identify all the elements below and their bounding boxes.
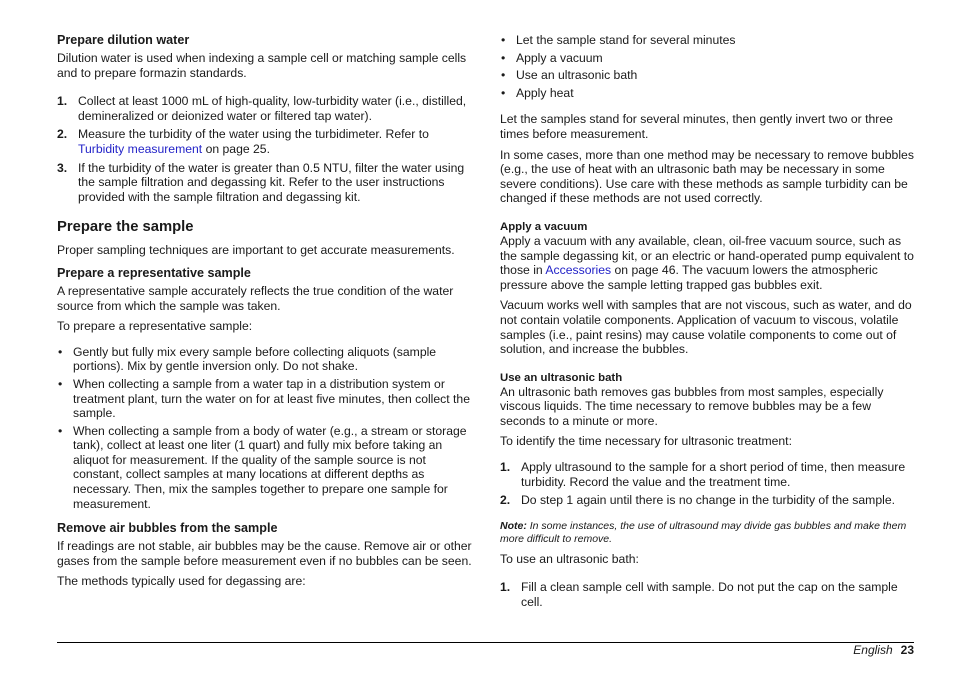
- bullet-icon: •: [58, 376, 63, 391]
- heading-ultrasonic-bath: Use an ultrasonic bath: [500, 371, 623, 384]
- heading-apply-vacuum: Apply a vacuum: [500, 220, 588, 233]
- degassing-methods-list: [500, 33, 918, 100]
- list-item: [57, 377, 472, 421]
- dilution-step-3: [57, 161, 472, 205]
- step-text: Do step 1 again until there is no change in the turbidity of the sample.: [521, 493, 895, 508]
- heading-prepare-representative-sample: Prepare a representative sample: [57, 265, 251, 280]
- step-number: 3.: [57, 160, 68, 175]
- page-footer: [853, 643, 914, 657]
- bullet-text: Apply a vacuum: [516, 50, 603, 65]
- ultrasonic-p3: To use an ultrasonic bath:: [500, 551, 639, 566]
- accessories-link[interactable]: Accessories: [545, 263, 612, 278]
- step-text: Fill a clean sample cell with sample. Do not put the cap on the sample cell.: [521, 580, 898, 610]
- note-label: Note:: [500, 519, 527, 532]
- ultrasonic-steps: [500, 460, 918, 508]
- bullet-text: Gently but fully mix every sample before collecting aliquots (sample portions). Mix by gentle inversion only. Do not shake.: [73, 344, 437, 374]
- representative-bullets: [57, 345, 472, 512]
- bullet-icon: •: [501, 85, 506, 100]
- ultrasonic-step-1: [500, 460, 918, 489]
- heading-prepare-dilution-water: Prepare dilution water: [57, 33, 190, 47]
- bullet-text: When collecting a sample from a body of water (e.g., a stream or storage tank), collect at least one liter (1 quart) and fully mix before taking an aliquot for measurement. If the quality of the sample source is not constant, collect samples at many locations at different depths as necessary. Then, mix the samples together to prepare one sample for measurement.: [73, 423, 467, 511]
- bullet-text: Let the sample stand for several minutes: [516, 33, 736, 47]
- list-item: [500, 68, 918, 83]
- step-number: 1.: [500, 580, 511, 595]
- step-number: 1.: [500, 460, 511, 475]
- heading-prepare-the-sample: Prepare the sample: [57, 219, 194, 236]
- air-p1: If readings are not stable, air bubbles may be the cause. Remove air or other gases from the sample before measurement even if no bubbles can be seen.: [57, 539, 472, 568]
- bullet-icon: •: [58, 344, 63, 359]
- ultrasonic-p2: To identify the time necessary for ultrasonic treatment:: [500, 434, 792, 449]
- step-text: [78, 127, 472, 156]
- representative-p1: A representative sample accurately reflects the true condition of the water source from which the sample was taken.: [57, 283, 454, 313]
- step-text: Apply ultrasound to the sample for a short period of time, then measure turbidity. Record the value and the treatment time.: [521, 460, 906, 489]
- vacuum-p1: [500, 234, 918, 292]
- stand-paragraph: Let the samples stand for several minutes, then gently invert two or three times before measurement.: [500, 112, 893, 141]
- ultrasonic-bath-step-1: [500, 580, 918, 609]
- dilution-steps: [57, 94, 472, 204]
- footer-language: English: [853, 643, 893, 657]
- page-number: 23: [900, 643, 914, 657]
- footer-divider: [57, 642, 914, 643]
- ultrasonic-p1: An ultrasonic bath removes gas bubbles from most samples, especially viscous liquids. The time necessary to remove bubbles may be a few seconds to a minute or more.: [500, 384, 884, 428]
- vacuum-p1-pre: Apply a vacuum with any available, clean, oil-free vacuum source, such as the sample degassing kit, or an electric or hand-operated pump equivalent to those in: [500, 233, 914, 278]
- bullet-icon: •: [501, 50, 506, 65]
- representative-p2: To prepare a representative sample:: [57, 319, 253, 334]
- list-item: [500, 51, 918, 66]
- step-text-pre: Measure the turbidity of the water using the turbidimeter. Refer to: [78, 127, 429, 142]
- note-text: In some instances, the use of ultrasound may divide gas bubbles and make them more difficult to remove.: [500, 519, 907, 545]
- bullet-icon: •: [58, 423, 63, 438]
- list-item: [500, 86, 918, 101]
- prepare-sample-intro: Proper sampling techniques are important to get accurate measurements.: [57, 243, 455, 258]
- dilution-step-2: [57, 127, 472, 156]
- vacuum-p1-post: on page 46. The vacuum lowers the atmospheric pressure above the sample letting trapped gas bubbles exit.: [500, 263, 878, 292]
- left-column: [57, 33, 472, 595]
- air-p2: The methods typically used for degassing are:: [57, 574, 306, 589]
- bullet-icon: •: [501, 33, 506, 47]
- step-number: 2.: [57, 127, 68, 142]
- turbidity-measurement-link[interactable]: Turbidity measurement: [78, 141, 203, 156]
- step-number: 2.: [500, 493, 511, 508]
- heading-remove-air-bubbles: Remove air bubbles from the sample: [57, 521, 278, 536]
- vacuum-p2: Vacuum works well with samples that are not viscous, such as water, and do not contain volatile components. Application of vacuum to viscous, volatile samples (i.e., paint resins) may cause volatile components to come out of solution, and increase the bubbles.: [500, 298, 912, 357]
- right-column: [500, 33, 918, 614]
- ultrasound-note: [500, 520, 918, 546]
- list-item: [500, 33, 918, 48]
- step-text: Collect at least 1000 mL of high-quality, low-turbidity water (i.e., distilled, demineralized or deionized water or filtered tap water).: [78, 94, 467, 123]
- bullet-text: Apply heat: [516, 85, 574, 100]
- dilution-intro: Dilution water is used when indexing a sample cell or matching sample cells and to prepare formazin standards.: [57, 51, 467, 80]
- step-number: 1.: [57, 94, 68, 109]
- methods-caution-paragraph: In some cases, more than one method may be necessary to remove bubbles (e.g., the use of heat with an ultrasonic bath may be necessary in some severe conditions). Use care with these methods as sample turbidity can be changed if these methods are not used correctly.: [500, 147, 914, 206]
- bullet-icon: •: [501, 68, 506, 83]
- dilution-step-1: [57, 94, 472, 123]
- list-item: [57, 424, 472, 512]
- ultrasonic-step-2: [500, 493, 918, 508]
- step-text-post: on page 25.: [202, 141, 270, 156]
- bullet-text: Use an ultrasonic bath: [516, 68, 638, 83]
- step-text: If the turbidity of the water is greater than 0.5 NTU, filter the water using the sample filtration and degassing kit. Refer to the user instructions provided with the sample filtration and degassing kit.: [78, 160, 465, 204]
- bullet-text: When collecting a sample from a water tap in a distribution system or treatment plant, turn the water on for at least five minutes, then collect the sample.: [73, 376, 470, 421]
- ultrasonic-bath-steps: [500, 580, 918, 609]
- list-item: [57, 345, 472, 374]
